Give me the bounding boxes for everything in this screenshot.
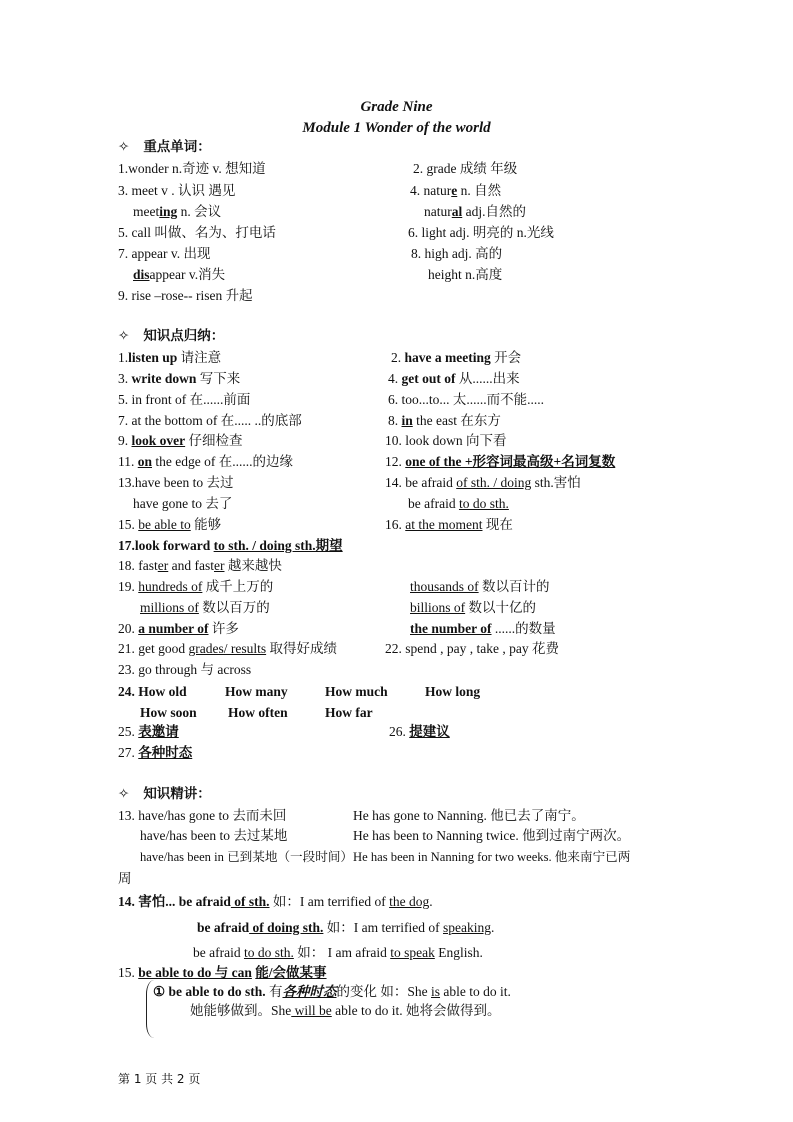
explain-14b: be afraid of doing sth. 如：I am terrified of speaking. — [197, 920, 495, 935]
point-23: 23. go through 与 across — [118, 662, 252, 677]
point-20: 20. a number of 许多 — [118, 621, 239, 636]
diamond-icon: ✧ — [118, 139, 130, 154]
section-explain: ✧ 知识精讲： — [118, 786, 211, 801]
point-2: 2. have a meeting 开会 — [391, 350, 522, 365]
vocab-7: 7. appear v. 出现 — [118, 246, 211, 261]
point-13b: have gone to 去了 — [133, 496, 233, 511]
point-24-how-soon: How soon — [140, 705, 197, 720]
explain-13f: 周 — [118, 871, 132, 886]
point-10: 10. look down 向下看 — [385, 433, 507, 448]
point-24-how-long: How long — [425, 684, 481, 699]
section-key-words: ✧ 重点单词： — [118, 139, 211, 154]
point-5: 5. in front of 在......前面 — [118, 392, 251, 407]
explain-13e: have/has been in 已到某地（一段时间）He has been in Nanning for two weeks. 他来南宁已两 — [140, 850, 631, 864]
vocab-3: 3. meet v . 认识 遇见 — [118, 183, 236, 198]
point-14: 14. be afraid of sth. / doing sth.害怕 — [385, 475, 581, 490]
point-25: 25. 表邀请 — [118, 724, 179, 739]
diamond-icon: ✧ — [118, 786, 130, 801]
vocab-3b: meeting n. 会议 — [133, 204, 222, 219]
point-17: 17.look forward to sth. / doing sth.期望 — [118, 538, 343, 553]
point-13: 13.have been to 去过 — [118, 475, 234, 490]
vocab-1: 1.wonder n.奇迹 v. 想知道 — [118, 161, 266, 176]
explain-13a: 13. have/has gone to 去而未回 — [118, 808, 287, 823]
point-26: 26. 提建议 — [389, 724, 450, 739]
point-19-thousands: thousands of 数以百计的 — [410, 579, 550, 594]
vocab-8b: height n.高度 — [428, 267, 503, 282]
vocab-8: 8. high adj. 高的 — [411, 246, 503, 261]
explain-13d: He has been to Nanning twice. 他到过南宁两次。 — [353, 828, 631, 843]
point-24-how-many: How many — [225, 684, 288, 699]
point-15: 15. be able to 能够 — [118, 517, 222, 532]
point-16: 16. at the moment 现在 — [385, 517, 513, 532]
vocab-4b: natural adj.自然的 — [424, 204, 527, 219]
page-footer: 第 1 页 共 2 页 — [118, 1072, 201, 1086]
point-19: 19. hundreds of 成千上万的 — [118, 579, 274, 594]
point-19-billions: billions of 数以十亿的 — [410, 600, 537, 615]
diamond-icon: ✧ — [118, 328, 130, 343]
point-11: 11. on the edge of 在......的边缘 — [118, 454, 293, 469]
point-18: 18. faster and faster 越来越快 — [118, 558, 282, 573]
point-6: 6. too...to... 太......而不能..... — [388, 392, 545, 407]
point-24-how-much: How much — [325, 684, 388, 699]
point-24-how-often: How often — [228, 705, 288, 720]
point-24-how-far: How far — [325, 705, 373, 720]
explain-15: 15. be able to do 与 can 能/会做某事 — [118, 965, 327, 980]
point-14b: be afraid to do sth. — [408, 496, 509, 511]
explain-14a: 14. 害怕... be afraid of sth. 如：I am terrified of the dog. — [118, 894, 433, 909]
vocab-9: 9. rise –rose-- risen 升起 — [118, 288, 253, 303]
point-4: 4. get out of 从......出来 — [388, 371, 520, 386]
point-24-how-old: 24. How old — [118, 684, 187, 699]
vocab-4: 4. nature n. 自然 — [410, 183, 502, 198]
title-module: Module 1 Wonder of the world — [302, 120, 491, 136]
point-19-millions: millions of 数以百万的 — [140, 600, 270, 615]
vocab-2: 2. grade 成绩 年级 — [413, 161, 518, 176]
explain-15a: ① be able to do sth. 有各种时态的变化 如：She is able to do it. — [153, 984, 511, 999]
section-points: ✧ 知识点归纳： — [118, 328, 225, 343]
point-12: 12. one of the +形容词最高级+名词复数 — [385, 454, 616, 469]
point-1: 1.listen up 请注意 — [118, 350, 222, 365]
point-9: 9. look over 仔细检查 — [118, 433, 243, 448]
vocab-7b: disappear v.消失 — [133, 267, 226, 282]
point-27: 27. 各种时态 — [118, 745, 193, 760]
title-grade: Grade Nine — [360, 99, 433, 115]
point-22: 22. spend , pay , take , pay 花费 — [385, 641, 559, 656]
vocab-5: 5. call 叫做、名为、打电话 — [118, 225, 276, 240]
point-7: 7. at the bottom of 在..... ..的底部 — [118, 413, 302, 428]
explain-13c: have/has been to 去过某地 — [140, 828, 288, 843]
explain-13b: He has gone to Nanning. 他已去了南宁。 — [353, 808, 585, 823]
explain-15b: 她能够做到。She will be able to do it. 她将会做得到。 — [190, 1003, 501, 1018]
point-21: 21. get good grades/ results 取得好成绩 — [118, 641, 337, 656]
point-20b: the number of ......的数量 — [410, 621, 556, 636]
vocab-6: 6. light adj. 明亮的 n.光线 — [408, 225, 554, 240]
point-8: 8. in the east 在东方 — [388, 413, 501, 428]
explain-14c: be afraid to do sth. 如： I am afraid to speak English. — [193, 945, 483, 960]
point-3: 3. write down 写下来 — [118, 371, 241, 386]
